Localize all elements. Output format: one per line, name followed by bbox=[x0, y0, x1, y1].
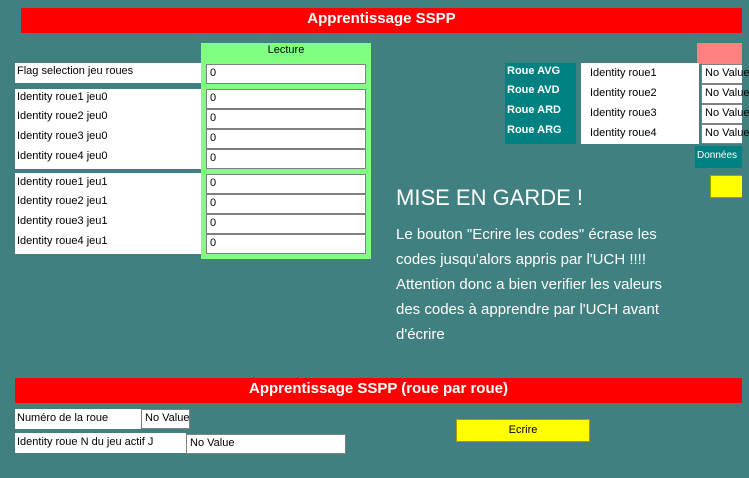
identity-roue2-jeu1-label: Identity roue2 jeu1 bbox=[17, 195, 108, 207]
identity-roue3-jeu1-field[interactable]: 0 bbox=[206, 214, 366, 234]
roue-avg-tag: Roue AVG bbox=[505, 65, 560, 81]
identity-roue2-jeu1-field[interactable]: 0 bbox=[206, 194, 366, 214]
numero-roue-field[interactable]: No Value bbox=[141, 409, 190, 429]
identity-roue1-field[interactable]: No Value bbox=[701, 64, 742, 84]
identity-roue4-field[interactable]: No Value bbox=[701, 124, 742, 144]
warning-line-1: Le bouton "Ecrire les codes" écrase les bbox=[396, 226, 657, 243]
warning-line-4: des codes à apprendre par l'UCH avant bbox=[396, 301, 660, 318]
roue-avd-tag: Roue AVD bbox=[505, 84, 560, 100]
numero-roue-label: Numéro de la roue bbox=[15, 409, 141, 429]
warning-line-5: d'écrire bbox=[396, 326, 445, 343]
identity-roue1-label: Identity roue1 bbox=[590, 67, 657, 79]
warning-line-3: Attention donc a bien verifier les valeurs bbox=[396, 276, 662, 293]
warning-line-2: codes jusqu'alors appris par l'UCH !!!! bbox=[396, 251, 646, 268]
identity-roue2-jeu0-label: Identity roue2 jeu0 bbox=[17, 110, 108, 122]
bottom-banner bbox=[15, 378, 742, 403]
pink-header bbox=[697, 43, 742, 64]
identity-roue2-label: Identity roue2 bbox=[590, 87, 657, 99]
identity-roue1-jeu0-label: Identity roue1 jeu0 bbox=[17, 91, 108, 103]
flag-selection-label: Flag selection jeu roues bbox=[15, 63, 201, 83]
yellow-action-button[interactable] bbox=[710, 175, 742, 198]
identity-roue4-jeu0-label: Identity roue4 jeu0 bbox=[17, 150, 108, 162]
ecrire-button[interactable]: Ecrire bbox=[456, 419, 590, 442]
identity-roue3-jeu0-field[interactable]: 0 bbox=[206, 129, 366, 149]
identity-roue2-jeu0-field[interactable]: 0 bbox=[206, 109, 366, 129]
bottom-banner-title: Apprentissage SSPP (roue par roue) bbox=[249, 380, 508, 397]
identity-roue4-label: Identity roue4 bbox=[590, 127, 657, 139]
warning-title: MISE EN GARDE ! bbox=[396, 185, 584, 210]
identity-roue4-jeu1-field[interactable]: 0 bbox=[206, 234, 366, 254]
lecture-header: Lecture bbox=[267, 44, 305, 56]
identity-roue-n-field[interactable]: No Value bbox=[186, 434, 346, 454]
identity-roue3-jeu1-label: Identity roue3 jeu1 bbox=[17, 215, 108, 227]
identity-roue1-jeu1-label: Identity roue1 jeu1 bbox=[17, 176, 108, 188]
identity-roue2-field[interactable]: No Value bbox=[701, 84, 742, 104]
identity-roue3-jeu0-label: Identity roue3 jeu0 bbox=[17, 130, 108, 142]
identity-roue4-jeu1-label: Identity roue4 jeu1 bbox=[17, 235, 108, 247]
roue-arg-tag: Roue ARG bbox=[505, 124, 562, 140]
flag-selection-field[interactable]: 0 bbox=[206, 64, 366, 84]
identity-roue-n-label: Identity roue N du jeu actif J bbox=[15, 433, 186, 453]
identity-roue4-jeu0-field[interactable]: 0 bbox=[206, 149, 366, 169]
top-banner-title: Apprentissage SSPP bbox=[307, 10, 456, 27]
identity-roue1-jeu0-field[interactable]: 0 bbox=[206, 89, 366, 109]
identity-roue1-jeu1-field[interactable]: 0 bbox=[206, 174, 366, 194]
roue-ard-tag: Roue ARD bbox=[505, 104, 561, 120]
identity-roue3-label: Identity roue3 bbox=[590, 107, 657, 119]
donnees-label: Données bbox=[695, 146, 742, 168]
top-banner bbox=[21, 8, 742, 33]
identity-roue3-field[interactable]: No Value bbox=[701, 104, 742, 124]
